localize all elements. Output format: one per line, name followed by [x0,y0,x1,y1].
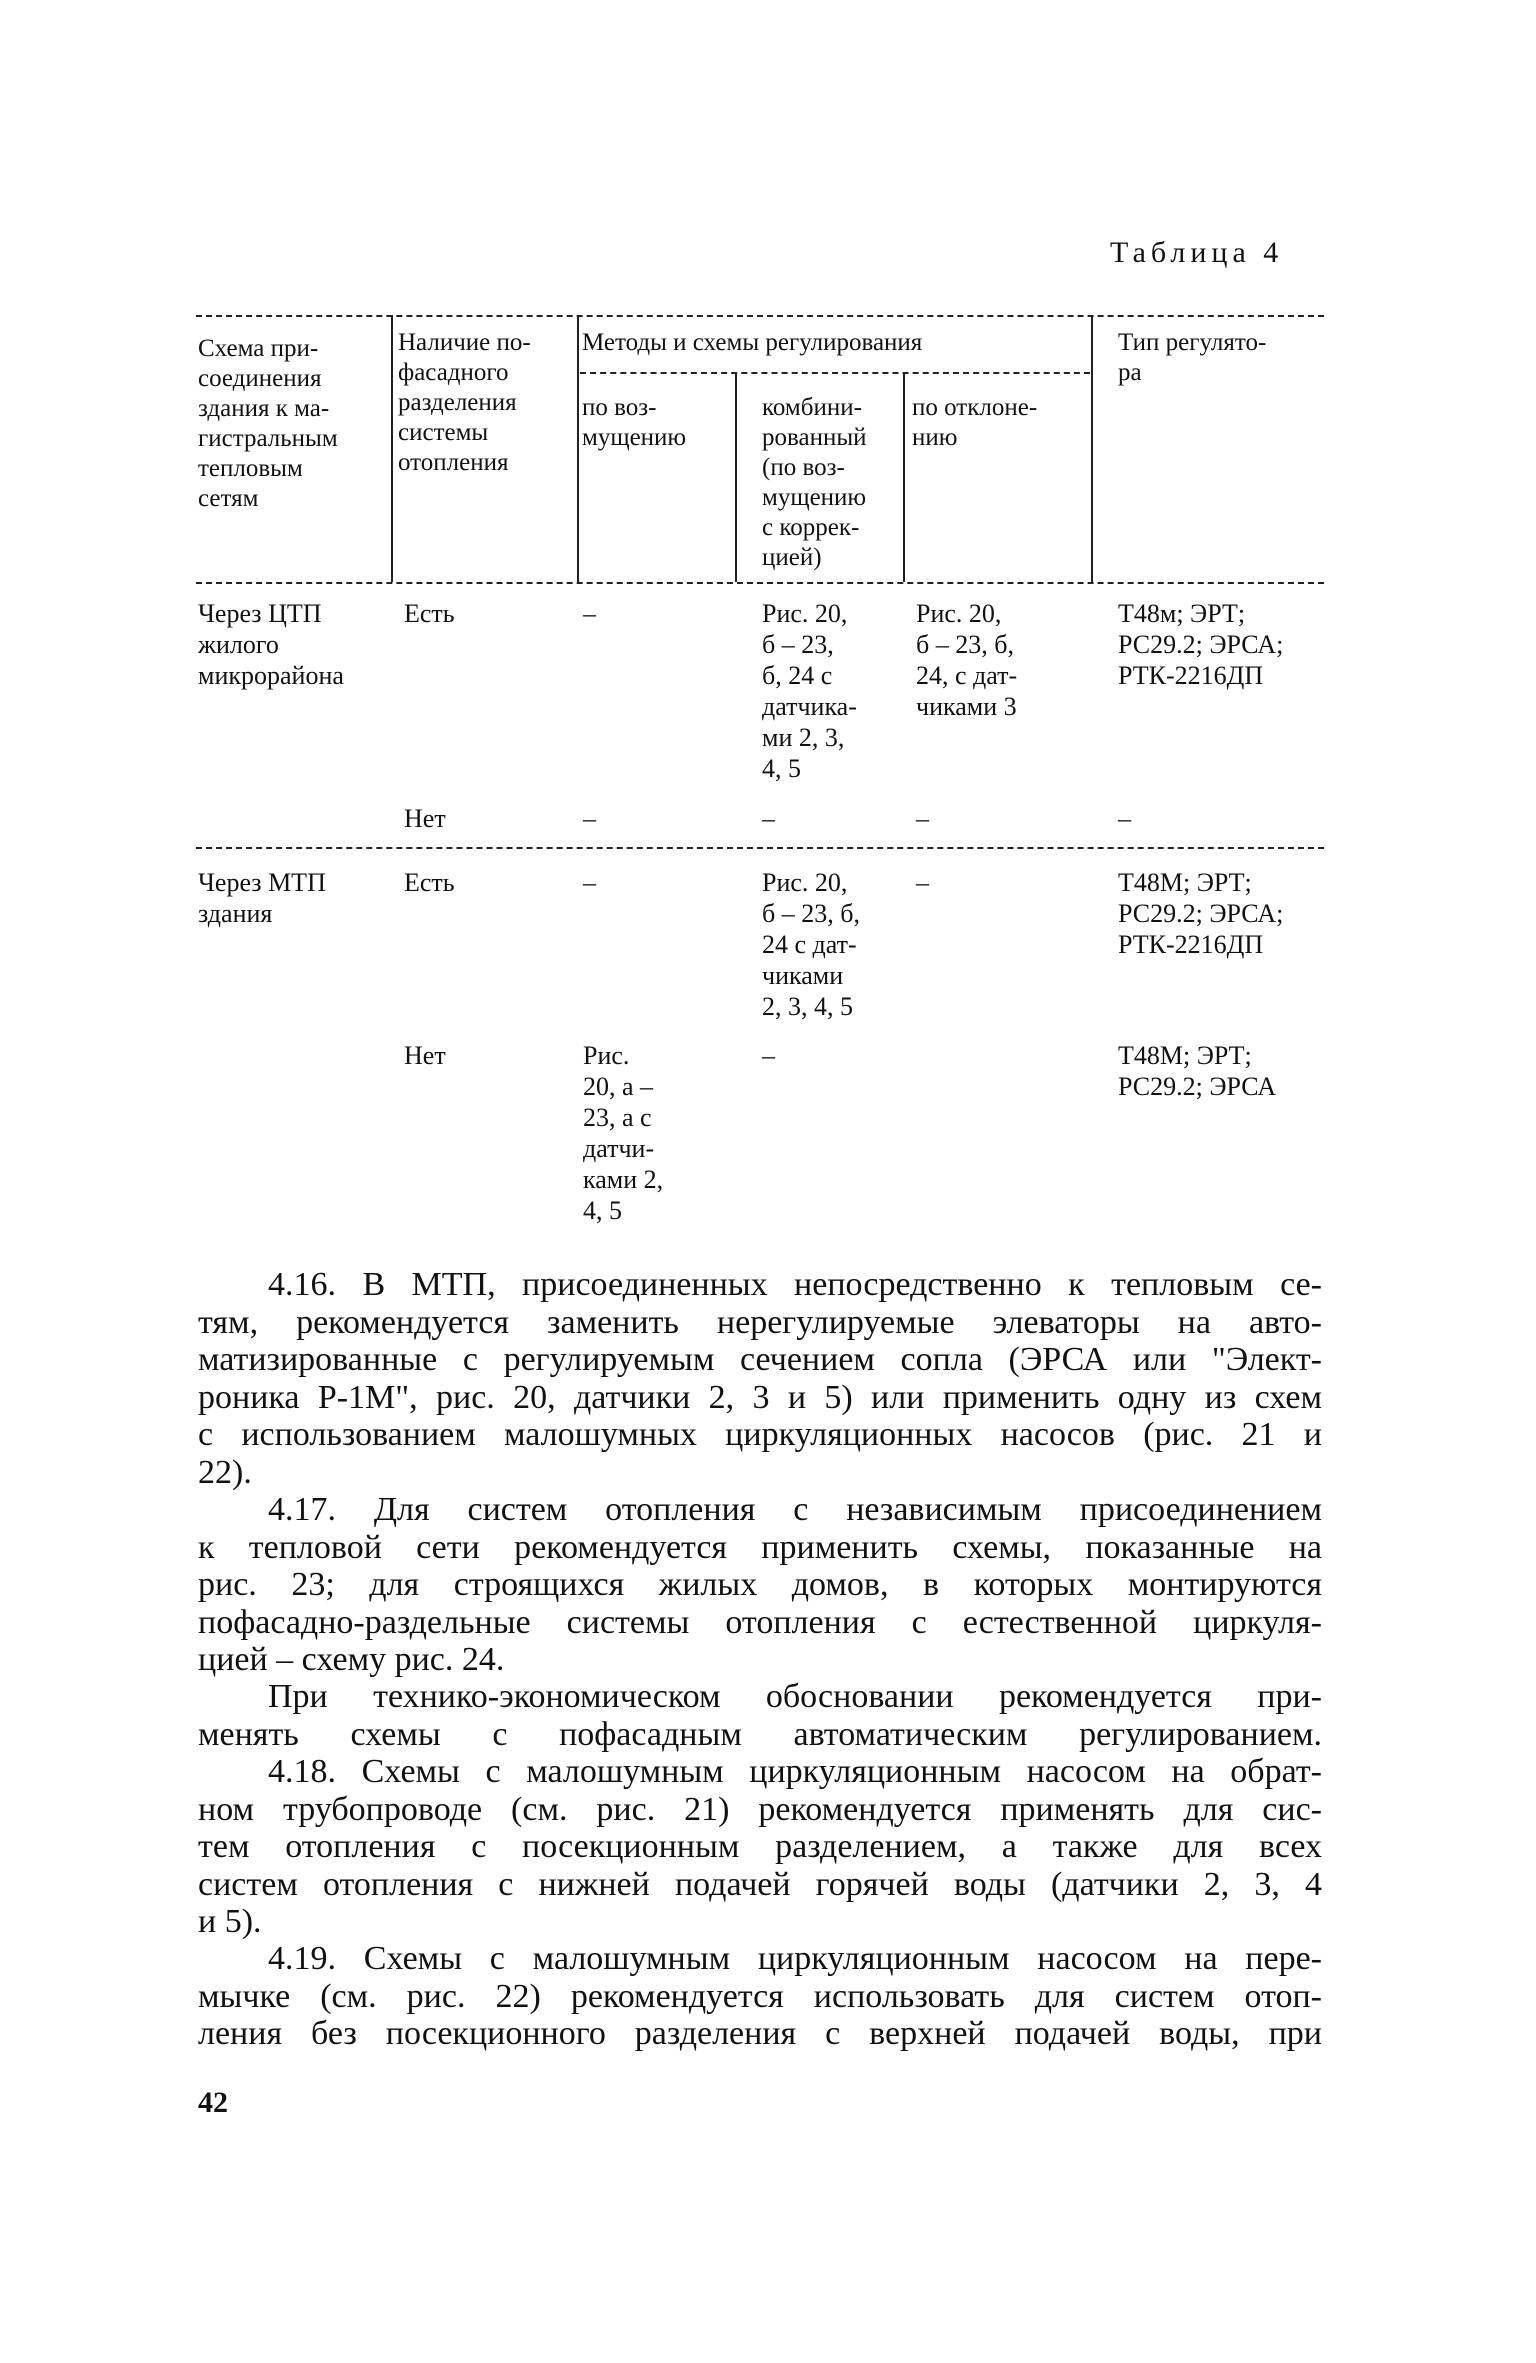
text-line: с использованием малошумных циркуляционных насосов (рис. 21 и [198,1416,1322,1453]
row3-scheme: Через МТП здания [198,868,326,928]
paragraph-4-17-continued [198,1678,1322,1753]
text-line: рис. 23; для строящихся жилых домов, в которых монтируются [198,1566,1322,1603]
header-by-deviation: по отклоне- нию [912,394,1038,451]
text-line: к тепловой сети рекомендуется применить схемы, показанные на [198,1528,1322,1566]
table-row-divider [196,847,1324,849]
text-line: ления без посекционного разделения с верхней подачей воды, при [198,2015,1322,2052]
row2-combined: – [762,804,775,833]
table-vrule-2 [577,315,579,582]
table-top-rule [196,315,1324,317]
page-number: 42 [198,2086,228,2119]
header-control-methods: Методы и схемы регулирования [582,329,923,356]
text-line: тем отопления с посекционным разделением, а также для всех [198,1828,1322,1865]
text-line: При технико-экономическом обосновании рекомендуется при- [268,1678,1322,1715]
text-line: матизированные с регулируемым сечением сопла (ЭРСА или "Элект- [198,1341,1322,1378]
row3-regulator: Т48М; ЭРТ; РС29.2; ЭРСА; РТК-2216ДП [1118,868,1284,959]
text-line: 4.18. Схемы с малошумным циркуляционным насосом на обрат- [268,1753,1322,1790]
row1-combined: Рис. 20, б – 23, б, 24 с датчика- ми 2, 3, 4, 5 [762,599,857,783]
row1-disturbance: – [583,599,596,628]
row4-facade: Нет [404,1041,446,1070]
header-by-disturbance: по воз- мущению [582,394,687,451]
text-line: мычке (см. рис. 22) рекомендуется использовать для систем отоп- [198,1977,1322,2015]
row3-disturbance: – [583,868,596,897]
header-regulator-type: Тип регулято- ра [1118,329,1267,386]
text-line: 4.16. В МТП, присоединенных непосредственно к тепловым се- [268,1266,1322,1303]
row2-deviation: – [916,804,929,833]
row2-regulator: – [1118,804,1131,833]
text-line: и 5). [198,1903,262,1940]
row1-regulator: Т48м; ЭРТ; РС29.2; ЭРСА; РТК-2216ДП [1118,599,1284,690]
row4-regulator: Т48М; ЭРТ; РС29.2; ЭРСА [1118,1041,1277,1101]
row4-disturbance: Рис. 20, а – 23, а с датчи- ками 2, 4, 5 [583,1041,664,1225]
row1-facade: Есть [404,599,455,628]
text-line: тям, рекомендуется заменить нерегулируемые элеваторы на авто- [198,1303,1322,1341]
table-caption: Таблица 4 [1110,236,1284,269]
table-vrule-4 [903,372,905,582]
header-combined: комбини- рованный (по воз- мущению с коррек- цией) [762,394,867,571]
row2-disturbance: – [583,804,596,833]
text-line: роника Р-1М", рис. 20, датчики 2, 3 и 5) или применить одну из схем [198,1378,1322,1416]
text-line: систем отопления с нижней подачей горячей воды (датчики 2, 3, 4 [198,1865,1322,1903]
table-vrule-3 [735,372,737,582]
row3-deviation: – [916,868,929,897]
row3-facade: Есть [404,868,455,897]
text-line: 22). [198,1453,252,1491]
text-line: 4.19. Схемы с малошумным циркуляционным насосом на пере- [268,1940,1322,1977]
table-vrule-1 [391,315,393,582]
row2-facade: Нет [404,804,446,833]
header-connection-scheme: Схема при- соединения здания к ма- гистральным тепловым сетям [198,335,338,512]
text-line: цией – схему рис. 24. [198,1641,505,1678]
text-line: 4.17. Для систем отопления с независимым присоединением [268,1491,1322,1528]
text-line: ном трубопроводе (см. рис. 21) рекомендуется применять для сис- [198,1790,1322,1828]
text-line: менять схемы с пофасадным автоматическим регулированием. [198,1715,1322,1753]
header-facade-division: Наличие по- фасадного разделения системы отопления [398,329,531,476]
row4-combined: – [762,1041,775,1070]
text-line: пофасадно-раздельные системы отопления с естественной циркуля- [198,1603,1322,1641]
paragraph-4-16 [198,1266,1322,1491]
paragraph-4-19 [198,1940,1322,2053]
row3-combined: Рис. 20, б – 23, б, 24 с дат- чиками 2, 3, 4, 5 [762,868,860,1021]
paragraph-4-17 [198,1491,1322,1679]
paragraph-4-18 [198,1753,1322,1941]
row1-deviation: Рис. 20, б – 23, б, 24, с дат- чиками 3 [916,599,1018,721]
table-vrule-5 [1091,315,1093,582]
row1-scheme: Через ЦТП жилого микрорайона [198,599,344,690]
table-header-bottom-rule [196,582,1324,584]
table-group-rule [580,372,1090,374]
